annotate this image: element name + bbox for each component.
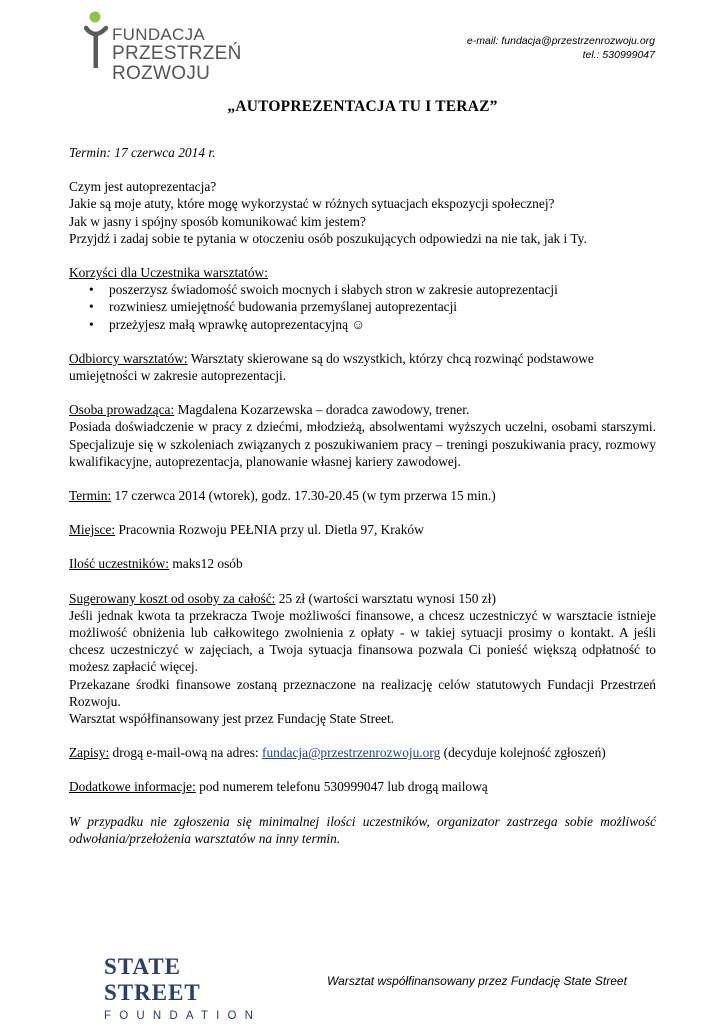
header-phone: tel.: 530999047	[582, 49, 655, 61]
termin-intro: Termin: 17 czerwca 2014 r.	[69, 145, 216, 160]
sponsor-subtitle: FOUNDATION	[104, 1010, 262, 1022]
benefit-item: • rozwiniesz umiejętność budowania przemyślanej autoprezentacji	[69, 298, 656, 315]
participants-label: Ilość uczestników:	[69, 556, 170, 572]
date-label: Termin:	[69, 488, 112, 504]
header-contact	[467, 34, 655, 62]
document-body	[69, 144, 656, 847]
intro-line-2: Jakie są moje atuty, które mogę wykorzystać w różnych sytuacjach ekspozycji społecznej?	[69, 196, 555, 212]
participants-section	[69, 555, 656, 572]
state-street-foundation-logo	[104, 954, 274, 1024]
fundacja-logo	[84, 10, 284, 84]
signup-section	[69, 744, 656, 761]
cost-paragraph-3: Warsztat współfinansowany jest przez Fundację State Street.	[69, 711, 395, 727]
benefit-item: • przeżyjesz małą wprawkę autoprezentacyjną ☺	[69, 316, 656, 333]
participants-text: maks12 osób	[169, 556, 243, 572]
logo-line2: PRZESTRZEŃ ROZWOJU	[112, 42, 242, 84]
logo-line1: FUNDACJA	[112, 25, 206, 44]
sponsor-name: STATE STREET	[104, 954, 201, 1005]
trainer-text: Magdalena Kozarzewska – doradca zawodowy, trener.	[174, 402, 470, 418]
signup-text-before: drogą e-mail-ową na adres:	[109, 745, 262, 761]
header-email: e-mail: fundacja@przestrzenrozwoju.org	[466, 35, 655, 47]
date-section	[69, 487, 656, 504]
benefit-item: • poszerzysz świadomość swoich mocnych i słabych stron w zakresie autoprezentacji	[69, 281, 656, 298]
signup-label: Zapisy:	[69, 745, 110, 761]
audience-text: Warsztaty skierowane są do wszystkich, którzy chcą rozwinąć podstawowe umiejętności w zakresie autoprezentacji.	[69, 350, 594, 384]
trainer-bio: Posiada doświadczenie w pracy z dziećmi, młodzieżą, absolwentami wyższych uczelni, osobami starszymi. Specjalizuje się w szkoleniach związanych z poszukiwaniem pracy – treningi poszukiwania pracy, rozmowy kwalifikacyjne, autoprezentacja, planowanie własnej kariery zawodowej.	[69, 419, 656, 469]
cost-paragraph-2: Przekazane środki finansowe zostaną przeznaczone na realizację celów statutowych Fundacji Przestrzeń Rozwoju.	[69, 676, 656, 709]
document-title: „AUTOPREZENTACJA TU I TERAZ”	[227, 98, 498, 115]
logo-wordmark	[112, 26, 284, 84]
benefits-heading: Korzyści dla Uczestnika warsztatów:	[69, 265, 268, 281]
cost-label: Sugerowany koszt od osoby za całość:	[69, 590, 276, 606]
date-text: 17 czerwca 2014 (wtorek), godz. 17.30-20.45 (w tym przerwa 15 min.)	[111, 488, 496, 504]
place-section	[69, 521, 656, 538]
extra-info-label: Dodatkowe informacje:	[69, 779, 196, 795]
trainer-section	[69, 401, 656, 418]
place-label: Miejsce:	[69, 522, 116, 538]
benefits-list	[69, 281, 656, 333]
intro-line-4: Przyjdź i zadaj sobie te pytania w otoczeniu osób poszukujących odpowiedzi na nie tak, jak i Ty.	[69, 230, 587, 246]
cost-paragraph-1: Jeśli jednak kwota ta przekracza Twoje możliwości finansowe, a chcesz uczestniczyć w warsztacie istnieje możliwość obniżenia lub całkowitego zwolnienia z opłaty - w takiej sytuacji prosimy o kontakt. A jeśli chcesz uczestniczyć w zajęciach, a Twoja sytuacja finansowa pozwala Ci ponieść większą odpłatność to możesz zapłacić więcej.	[69, 607, 656, 675]
place-text: Pracownia Rozwoju PEŁNIA przy ul. Dietla 97, Kraków	[115, 522, 424, 538]
footer-cofinancing-note: Warsztat współfinansowany przez Fundację State Street	[327, 974, 627, 988]
extra-info-section	[69, 778, 656, 795]
signup-email-link[interactable]: fundacja@przestrzenrozwoju.org	[261, 745, 441, 761]
intro-line-3: Jak w jasny i spójny sposób komunikować kim jestem?	[69, 213, 366, 229]
intro-line-1: Czym jest autoprezentacja?	[69, 179, 217, 195]
signup-text-after: (decyduje kolejność zgłoszeń)	[440, 745, 606, 761]
person-logo-icon	[84, 10, 114, 72]
audience-section	[69, 350, 656, 384]
cost-section	[69, 590, 656, 607]
cancellation-notice: W przypadku nie zgłoszenia się minimalnej ilości uczestników, organizator zastrzega sobie możliwość odwołania/przełożenia warsztatów na inny termin.	[69, 813, 656, 846]
audience-label: Odbiorcy warsztatów:	[69, 350, 188, 366]
cost-text: 25 zł (wartości warsztatu wynosi 150 zł)	[275, 590, 496, 606]
trainer-label: Osoba prowadząca:	[69, 402, 175, 418]
extra-info-text: pod numerem telefonu 530999047 lub drogą mailową	[195, 779, 488, 795]
